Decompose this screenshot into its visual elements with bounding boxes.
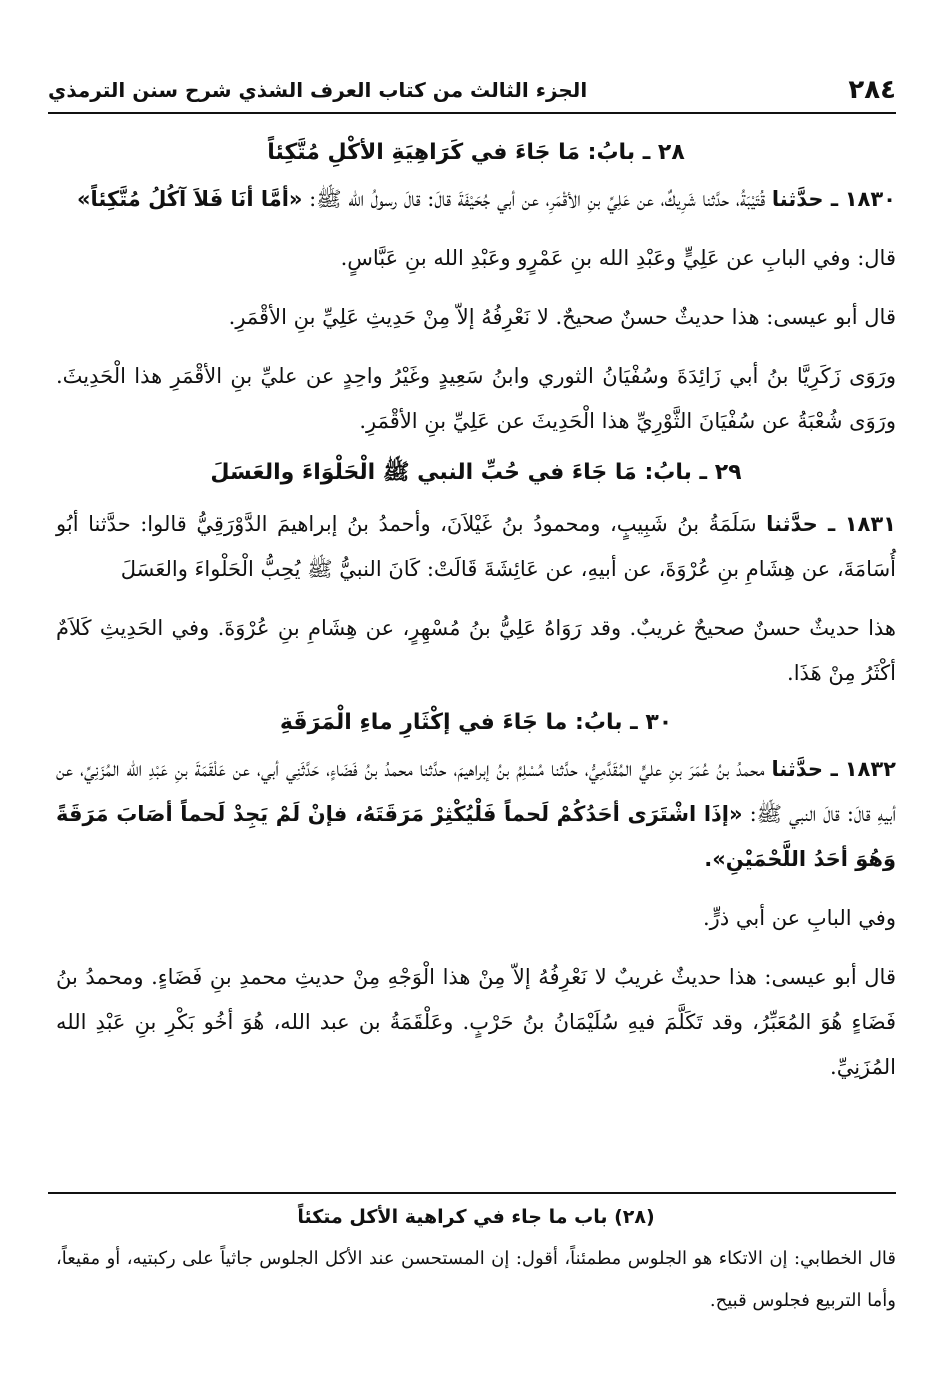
hadith-number: ١٨٣٢: [844, 757, 896, 781]
hadith-number: ١٨٣٠: [844, 187, 896, 211]
commentary-paragraph: ورَوَى زَكَرِيَّا بنُ أبي زَائِدَةَ وسُفْيَانُ الثوري وابنُ سَعِيدٍ وغَيْرُ واحِدٍ عن عليِّ بنِ الأقْمَرِ هذا الْحَدِيثَ. ورَوَى شُعْبَةُ عن سُفْيَانَ الثَّوْرِيِّ هذا الْحَدِيثَ عن عَلِيِّ بنِ الأقْمَرِ.: [56, 364, 896, 433]
footnote-heading: (٢٨) باب ما جاء في كراهية الأكل متكئاً: [297, 1206, 655, 1228]
haddathana-word: حدَّثنا: [771, 757, 824, 781]
commentary-paragraph: وفي البابِ عن أبي ذرٍّ.: [703, 906, 896, 930]
hadith-isnad: قُتَيْبَةُ، حدَّثنا شَرِيكٌ، عن عَلِيِّ بنِ الأقْمَرِ، عن أبي جُحَيْفَةَ قالَ: قالَ رسولُ الله ﷺ:: [309, 187, 766, 211]
commentary-paragraph: قال أبو عيسى: هذا حديثٌ حسنٌ صحيحٌ. لا نَعْرِفُهُ إلاّ مِنْ حَدِيثِ عَلِيِّ بنِ الأقْمَرِ.: [228, 305, 896, 329]
footnote-divider: [48, 1192, 896, 1194]
hadith-1830: ١٨٣٠ ـ حدَّثنا قُتَيْبَةُ، حدَّثنا شَرِيكٌ، عن عَلِيِّ بنِ الأقْمَرِ، عن أبي جُحَيْفَةَ قالَ: قالَ رسولُ الله ﷺ: «أمَّا أنَا فَلاَ آكُلُ مُتَّكِئاً»: [76, 187, 896, 211]
commentary-paragraph: هذا حديثٌ حسنٌ صحيحٌ غريبٌ. وقد رَوَاهُ عَلِيُّ بنُ مُسْهِرٍ، عن هِشَامِ بنِ عُرْوَةَ. وفي الحَدِيثِ كَلاَمٌ أكْثَرُ مِنْ هَذَا.: [56, 616, 896, 685]
running-head: [48, 68, 896, 114]
page-number: ٢٨٤: [848, 75, 896, 105]
hadith-1831: ١٨٣١ ـ حدَّثنا سَلَمَةُ بنُ شَبِيبٍ، ومحمودُ بنُ غَيْلاَنَ، وأحمدُ بنُ إبراهيمَ الدَّوْرَقِيُّ قالوا: حدَّثنا أبُو أُسَامَةَ، عن هِشَامِ بنِ عُرْوَةَ، عن أبيهِ، عن عَائِشَةَ قَالَتْ: كَانَ النبيُّ ﷺ يُحِبُّ الْحَلْواءَ والعَسَلَ: [56, 512, 896, 581]
commentary-paragraph: قال: وفي البابِ عن عَلِيٍّ وعَبْدِ الله بنِ عَمْرٍو وعَبْدِ الله بنِ عَبَّاسٍ.: [340, 246, 896, 270]
footnote-text: قال الخطابي: إن الاتكاء هو الجلوس مطمئناً، أقول: إن المستحسن عند الأكل الجلوس جاثياً على ركبتيه، أو مقيعاً، وأما التربيع فجلوس قبيح.: [56, 1248, 896, 1311]
chapter-heading-28: ٢٨ ـ بابُ: مَا جَاءَ في كَرَاهِيَةِ الأكْلِ مُتَّكِئاً: [267, 140, 685, 165]
hadith-isnad: محمدُ بنُ عُمَرَ بنِ عليٍّ المُقَدَّمِيُّ، حدَّثنا مُسْلِمُ بنُ إبراهيمَ، حدَّثنا محمدُ بنُ فَضَاءٍ، حَدَّثَنِي أبي، عن عَلْقَمَةَ بنِ عَبْدِ الله المُزَنِيِّ، عن أبيهِ قالَ: قالَ النبي ﷺ:: [56, 757, 896, 826]
hadith-1832: ١٨٣٢ ـ حدَّثنا محمدُ بنُ عُمَرَ بنِ عليٍّ المُقَدَّمِيُّ، حدَّثنا مُسْلِمُ بنُ إبراهيمَ، حدَّثنا محمدُ بنُ فَضَاءٍ، حَدَّثَنِي أبي، عن عَلْقَمَةَ بنِ عَبْدِ الله المُزَنِيِّ، عن أبيهِ قالَ: قالَ النبي ﷺ: «إذَا اشْتَرَى أحَدُكُمْ لَحماً فَلْيُكْثِرْ مَرَقَتَهُ، فإنْ لَمْ يَجِدْ لَحماً أصَابَ مَرَقَةً وَهُوَ أحَدُ اللَّحْمَيْنِ».: [56, 757, 896, 871]
chapter-heading-30: ٣٠ ـ بابُ: ما جَاءَ في إكْثَارِ ماءِ الْمَرَقَةِ: [279, 710, 673, 735]
hadith-matn: «إذَا اشْتَرَى أحَدُكُمْ لَحماً فَلْيُكْثِرْ مَرَقَتَهُ، فإنْ لَمْ يَجِدْ لَحماً أصَابَ مَرَقَةً وَهُوَ أحَدُ اللَّحْمَيْنِ».: [56, 802, 896, 871]
commentary-paragraph: قال أبو عيسى: هذا حديثٌ غريبٌ لا نَعْرِفُهُ إلاّ مِنْ هذا الْوَجْهِ مِنْ حديثِ محمدِ بنِ فَضَاءٍ. ومحمدُ بنُ فَضَاءٍ هُوَ المُعَبِّرُ، وقد تَكَلَّمَ فيهِ سُلَيْمَانُ بنُ حَرْبٍ. وعَلْقَمَةُ بن عبد الله، هُوَ أخُو بَكْرِ بنِ عَبْدِ الله المُزَنِيِّ.: [56, 965, 896, 1079]
main-text: [56, 134, 896, 1104]
footnotes: [56, 1206, 896, 1322]
hadith-isnad: سَلَمَةُ بنُ شَبِيبٍ، ومحمودُ بنُ غَيْلاَنَ، وأحمدُ بنُ إبراهيمَ الدَّوْرَقِيُّ قالوا: حدَّثنا أبُو أُسَامَةَ، عن هِشَامِ بنِ عُرْوَةَ، عن أبيهِ، عن عَائِشَةَ قَالَتْ: كَانَ النبيُّ ﷺ يُحِبُّ الْحَلْواءَ والعَسَلَ: [56, 512, 896, 581]
book-title: الجزء الثالث من كتاب العرف الشذي شرح سنن الترمذي: [48, 78, 588, 102]
haddathana-word: حدَّثنا: [771, 187, 824, 211]
chapter-heading-29: ٢٩ ـ بابُ: مَا جَاءَ في حُبِّ النبي ﷺ الْحَلْوَاءَ والعَسَلَ: [210, 460, 742, 485]
hadith-number: ١٨٣١: [844, 512, 896, 536]
hadith-matn: «أمَّا أنَا فَلاَ آكُلُ مُتَّكِئاً»: [76, 187, 303, 211]
haddathana-word: حدَّثنا: [766, 512, 818, 536]
